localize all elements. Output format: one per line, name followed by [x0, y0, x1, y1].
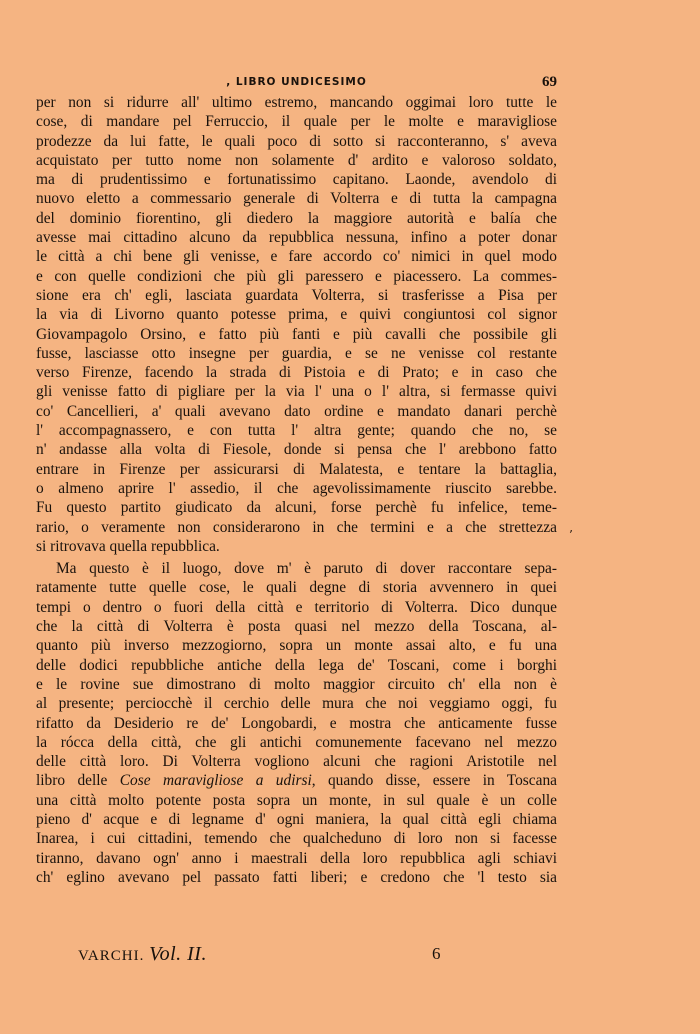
text-line: rario, o veramente non considerarono in che termini e a che strettezza	[36, 518, 557, 536]
sheet-signature: 6	[432, 944, 441, 963]
text-line: e con quelle condizioni che più gli paressero e piacessero. La commes-	[36, 267, 557, 285]
margin-mark: ’	[569, 528, 573, 542]
text-fragment: , quando disse, essere in Toscana	[311, 772, 557, 790]
text-line: e le rovine sue dimostrano di molto maggior circuito ch' ella non è	[36, 675, 557, 693]
text-line: tiranno, davano ogn' anno i maestrali della loro repubblica agli schiavi	[36, 849, 557, 867]
text-line: nuovo eletto a commessario generale di Volterra e di tutta la campagna	[36, 190, 557, 208]
text-line: co' Cancellieri, a' quali avevano dato ordine e mandato danari perchè	[36, 402, 557, 420]
text-line: entrare in Firenze per assicurarsi di Malatesta, e tentare la battaglia,	[36, 460, 557, 478]
page-number: 69	[542, 74, 557, 90]
text-line: sione era ch' egli, lasciata guardata Volterra, si trasferisse a Pisa per	[36, 286, 557, 304]
text-line: che la città di Volterra è posta quasi nel mezzo della Toscana, al-	[36, 618, 557, 636]
text-line: pieno d' acque e di legname d' ogni maniera, la qual città egli chiama	[36, 810, 557, 828]
text-line: o almeno aprire l' assedio, il che agevolissimamente riuscito sarebbe.	[36, 479, 557, 497]
text-line: acquistato per tutto nome non solamente d' ardito e valoroso soldato,	[36, 151, 557, 169]
text-line: per non si ridurre all' ultimo estremo, mancando oggimai loro tutte le	[36, 94, 557, 111]
text-line-with-title	[36, 771, 557, 790]
text-line: ma di prudentissimo e fortunatissimo capitano. Laonde, avendolo di	[36, 171, 557, 189]
text-line: cose, di mandare pel Ferruccio, il quale per le molte e maravigliose	[36, 113, 557, 131]
text-line: verso Firenze, facendo la strada di Pistoia e di Prato; e in caso che	[36, 364, 557, 382]
text-line: del dominio fiorentino, gli diedero la maggiore autorità e balía che	[36, 209, 557, 227]
text-line: gli venisse fatto di pigliare per la via l' una o l' altra, si fermasse quivi	[36, 383, 557, 401]
text-line: n' andasse alla volta di Fiesole, donde si pensa che l' arebbono fatto	[36, 441, 557, 459]
volume-label: Vol. II.	[149, 943, 207, 965]
text-line: delle città loro. Di Volterra vogliono alcuni che ragioni Aristotile nel	[36, 753, 557, 771]
text-line: la via di Livorno quanto potesse prima, e quivi congiuntosi col signor	[36, 306, 557, 324]
text-line: al presente; perciocchè il cerchio delle mura che noi veggiamo oggi, fu	[36, 695, 557, 713]
text-line: fusse, lasciasse otto insegne per guardia, e se ne venisse col restante	[36, 344, 557, 362]
text-line: ratamente tutte quelle cose, le quali degne di storia avvennero in quei	[36, 579, 557, 597]
text-line: prodezze da lui fatte, le quali poco di sotto si racconteranno, s' aveva	[36, 132, 557, 150]
text-line: Giovampagolo Orsino, e fatto più fanti e più cavalli che possibile gli	[36, 325, 557, 343]
author-name: VARCHI.	[78, 948, 145, 964]
text-line: rifatto da Desiderio re de' Longobardi, e mostra che anticamente fusse	[36, 714, 557, 732]
paragraph-last-line: si ritrovava quella repubblica.	[36, 537, 220, 555]
italic-book-title: Cose maravigliose a udirsi	[119, 772, 312, 790]
text-line: delle dodici repubbliche antiche della lega de' Toscani, come i borghi	[36, 656, 557, 674]
page-header	[36, 74, 557, 92]
text-line: le città a chi bene gli venisse, e fare accordo co' nimici in quel modo	[36, 248, 557, 266]
text-line: la rócca della città, che gli antichi comunemente facevano nel mezzo	[36, 733, 557, 751]
text-line: tempi o dentro o fuori della città e territorio di Volterra. Dico dunque	[36, 598, 557, 616]
text-fragment: libro delle	[36, 772, 120, 790]
text-line: Fu questo partito giudicato da alcuni, forse perchè fu infelice, teme-	[36, 499, 557, 517]
footer-signature	[78, 943, 207, 966]
body-text	[36, 93, 557, 887]
page-footer	[78, 943, 498, 967]
text-line: ch' eglino avevano pel passato fatti liberi; e credono che 'l testo sia	[36, 868, 557, 886]
text-line: l' accompagnassero, e con tutta l' altra gente; quando che no, se	[36, 422, 557, 440]
text-line: Inarea, i cui cittadini, temendo che qualcheduno di loro non si facesse	[36, 830, 557, 848]
text-line: quanto più inverso mezzogiorno, sopra un monte assai alto, e fu una	[36, 637, 557, 655]
text-line: avesse mai cittadino alcuno da repubblica nessuna, infino a poter donar	[36, 229, 557, 247]
paragraph-first-line: Ma questo è il luogo, dove m' è paruto di dover raccontare sepa-	[56, 560, 557, 578]
text-line: una città molto potente posta sopra un monte, in sul quale è un colle	[36, 791, 557, 809]
running-title: , LIBRO UNDICESIMO	[226, 76, 367, 88]
